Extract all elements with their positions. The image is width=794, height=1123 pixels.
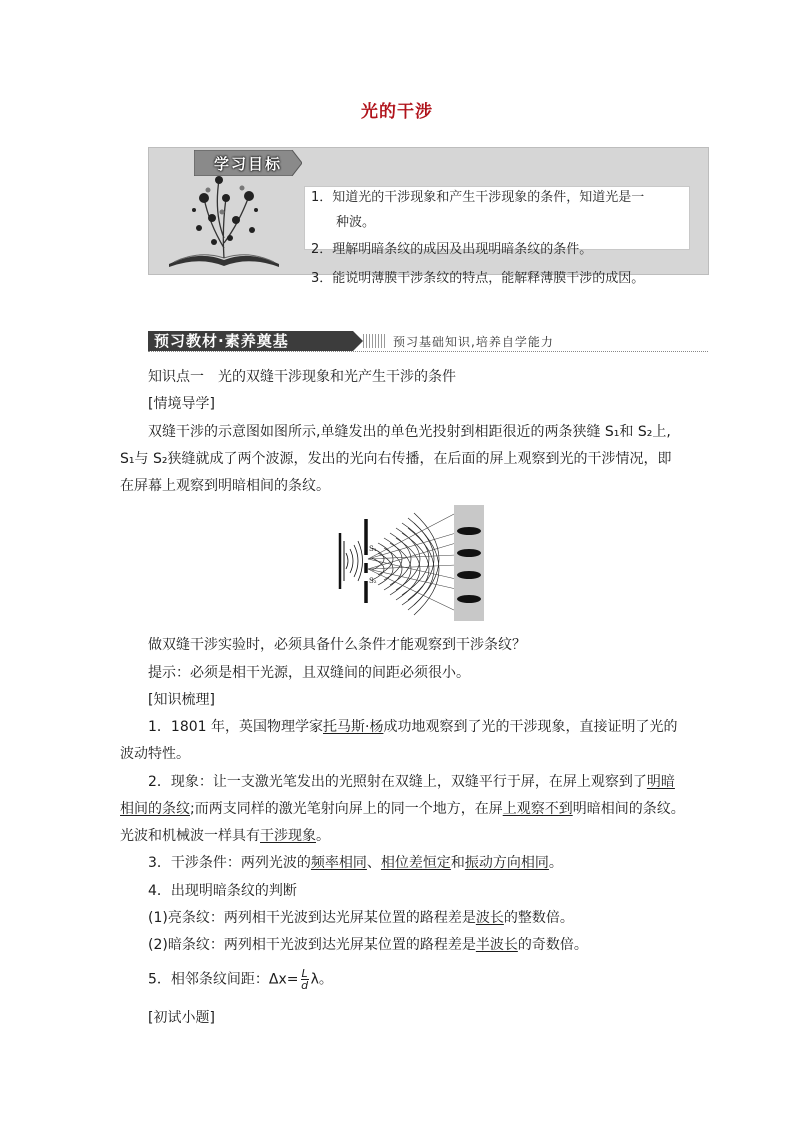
paragraph-1-cont: 波动特性。 bbox=[120, 746, 190, 762]
page-title: 光的干涉 bbox=[361, 102, 433, 122]
goal-item: 3．能说明薄膜干涉条纹的特点，能解释薄膜干涉的成因。 bbox=[311, 271, 645, 286]
paragraph-2-end: 光波和机械波一样具有干涉现象。 bbox=[120, 828, 330, 844]
paragraph-2: 2．现象：让一支激光笔发出的光照射在双缝上，双缝平行于屏，在屏上观察到了明暗 bbox=[148, 774, 675, 790]
paragraph-3: 3．干涉条件：两列光波的频率相同、相位差恒定和振动方向相同。 bbox=[148, 855, 563, 871]
fraction-formula: $\frac{L}{d}$ bbox=[301, 967, 309, 992]
goal-item: 种波。 bbox=[336, 215, 376, 230]
paragraph-4: 4．出现明暗条纹的判断 bbox=[148, 883, 297, 899]
answer-blank: 托马斯·杨 bbox=[323, 719, 384, 735]
paragraph-2-cont: 相间的条纹;而两支同样的激光笔射向屏上的同一个地方，在屏上观察不到明暗相间的条纹。 bbox=[120, 801, 685, 817]
intro-line: 在屏幕上观察到明暗相间的条纹。 bbox=[120, 478, 330, 494]
section-title: 预习教材·素养奠基 bbox=[148, 331, 353, 351]
scenario-tag: [情境导学] bbox=[148, 396, 215, 412]
answer-blank: 上观察不到 bbox=[502, 801, 573, 817]
answer-blank: 振动方向相同 bbox=[464, 855, 549, 871]
s1-label: S₁ bbox=[369, 545, 377, 553]
section-subtitle: 预习基础知识,培养自学能力 bbox=[393, 335, 554, 349]
answer-blank: 明暗 bbox=[646, 774, 675, 790]
answer-blank: 相间的条纹 bbox=[120, 801, 190, 817]
goal-item: 1．知道光的干涉现象和产生干涉现象的条件，知道光是一 bbox=[311, 190, 645, 205]
answer-blank: 频率相同 bbox=[310, 855, 367, 871]
s2-label: S₂ bbox=[369, 577, 377, 585]
knowledge-tag: [知识梳理] bbox=[148, 692, 215, 708]
goal-item: 2．理解明暗条纹的成因及出现明暗条纹的条件。 bbox=[311, 242, 593, 257]
double-slit-diagram bbox=[336, 503, 486, 623]
paragraph-4-1: (1)亮条纹：两列相干光波到达光屏某位置的路程差是波长的整数倍。 bbox=[148, 910, 574, 926]
question-text: 做双缝干涉实验时，必须具备什么条件才能观察到干涉条纹？ bbox=[148, 637, 526, 653]
section-hatch-decoration bbox=[363, 334, 387, 348]
paragraph-1: 1．1801 年，英国物理学家托马斯·杨成功地观察到了光的干涉现象，直接证明了光的 bbox=[148, 719, 678, 735]
intro-line: 双缝干涉的示意图如图所示,单缝发出的单色光投射到相距很近的两条狭缝 S₁和 S₂上, bbox=[148, 424, 671, 440]
answer-blank: 干涉现象 bbox=[260, 828, 316, 844]
goals-tab-label: 学习目标 bbox=[213, 154, 282, 173]
section-banner bbox=[148, 331, 708, 352]
answer-blank: 半波长 bbox=[475, 937, 518, 953]
intro-line: S₁与 S₂狭缝就成了两个波源，发出的光向右传播，在后面的屏上观察到光的干涉情况，即 bbox=[120, 451, 672, 467]
trial-tag: [初试小题] bbox=[148, 1010, 215, 1026]
paragraph-4-2: (2)暗条纹：两列相干光波到达光屏某位置的路程差是半波长的奇数倍。 bbox=[148, 937, 588, 953]
answer-blank: 相位差恒定 bbox=[380, 855, 451, 871]
answer-blank: 波长 bbox=[475, 910, 504, 926]
paragraph-5: 5．相邻条纹间距：Δx= $\frac{L}{d}$ λ。 bbox=[148, 967, 333, 992]
knowledge-point-heading: 知识点一 光的双缝干涉现象和光产生干涉的条件 bbox=[148, 369, 456, 385]
section-arrow-icon bbox=[353, 331, 363, 351]
hint-text: 提示：必须是相干光源，且双缝间的间距必须很小。 bbox=[148, 665, 470, 681]
book-flower-illustration bbox=[164, 168, 284, 268]
